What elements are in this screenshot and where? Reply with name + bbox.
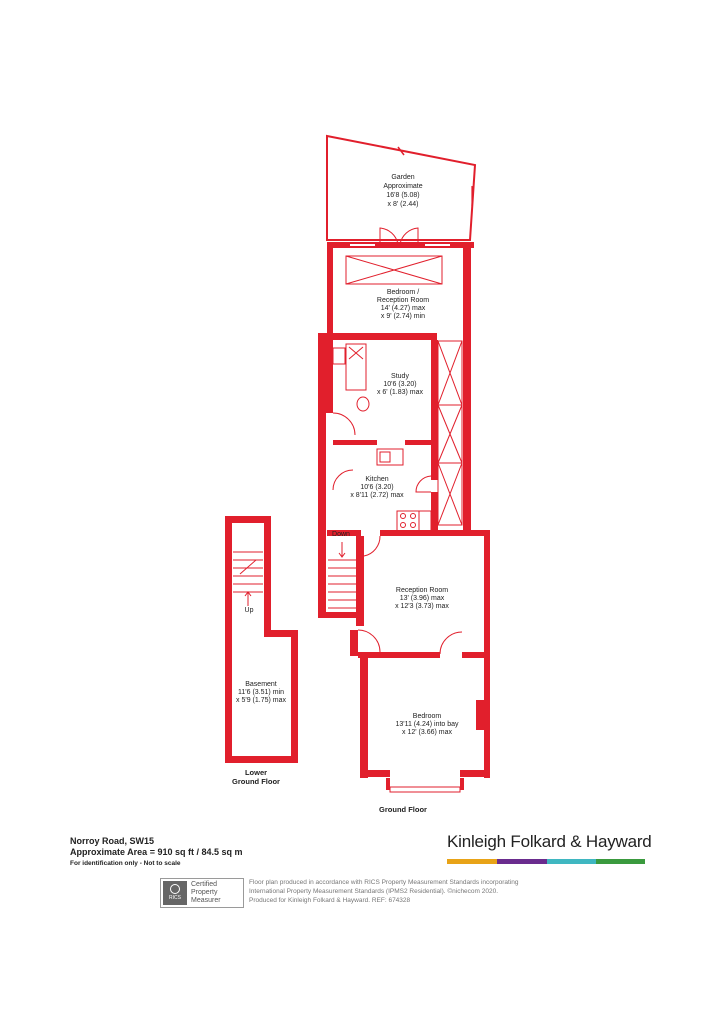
svg-text:Lower: Lower [244,768,268,777]
svg-text:11'6 (3.51) min: 11'6 (3.51) min [238,689,284,696]
svg-text:16'8 (5.08): 16'8 (5.08) [386,192,420,199]
svg-text:Basement: Basement [245,681,277,688]
stairs-up-label: Up [244,607,254,614]
identification-note: For identification only - Not to scale [70,860,181,867]
brand-stripe-2 [497,859,547,864]
stairs-down [328,542,356,608]
study-label [377,373,424,396]
basement-walls [225,516,298,763]
svg-text:x 9' (2.74) min: x 9' (2.74) min [380,313,426,320]
svg-text:x 6' (1.83) max: x 6' (1.83) max [376,389,424,396]
svg-text:14' (4.27) max: 14' (4.27) max [380,305,426,312]
stairs-down-label: Down [332,531,350,538]
svg-text:x 8' (2.44): x 8' (2.44) [387,201,419,208]
rics-badge [160,878,244,908]
french-doors [380,228,418,244]
property-summary [70,836,270,869]
svg-text:Study: Study [391,373,409,380]
bedroom-reception-label [377,289,429,320]
rics-badge-text: Certified Property Measurer [191,881,221,904]
approximate-area: Approximate Area = 910 sq ft / 84.5 sq m [70,847,243,857]
svg-text:Reception Room: Reception Room [376,297,430,304]
property-address: Norroy Road, SW15 [70,836,155,846]
lower-ground-floor-title [232,768,280,786]
brand-stripe-4 [596,859,645,864]
bay-window [390,787,460,792]
svg-text:13' (3.96) max: 13' (3.96) max [399,595,445,602]
bedroom-label [395,713,459,736]
garden-label [383,174,422,208]
svg-text:Reception Room: Reception Room [395,587,449,594]
svg-text:Bedroom /: Bedroom / [386,289,420,296]
svg-text:x 12'3 (3.73) max: x 12'3 (3.73) max [395,603,449,610]
disclaimer: Floor plan produced in accordance with RICS Property Measurement Standards incorporating International Property Measurement Standards (IPMS2 Residential). ©nichecom 2020. Produced for Kinleigh Folkard & Hayward. REF: 674328 [249,879,519,904]
reception-label [395,587,449,610]
basement-label [236,681,286,704]
ground-floor-walls [318,242,490,790]
svg-text:x 5'9 (1.75) max: x 5'9 (1.75) max [236,697,286,704]
rics-logo-icon: RICS [163,881,187,905]
svg-text:10'6 (3.20): 10'6 (3.20) [383,381,417,388]
svg-text:10'6 (3.20): 10'6 (3.20) [360,484,394,491]
svg-text:x 8'11 (2.72) max: x 8'11 (2.72) max [350,492,404,499]
svg-text:Bedroom: Bedroom [412,713,442,720]
kitchen-label [350,476,404,499]
stairs-up [233,552,263,606]
svg-text:Garden: Garden [391,174,415,181]
brand-stripe-1 [447,859,497,864]
svg-text:x 12' (3.66) max: x 12' (3.66) max [402,729,452,736]
svg-text:Kitchen: Kitchen [365,476,389,483]
agency-name: Kinleigh Folkard & Hayward [447,832,652,851]
ground-floor-title: Ground Floor [379,805,427,814]
brand-stripe-3 [547,859,596,864]
svg-text:Approximate: Approximate [383,183,423,190]
svg-text:Ground Floor: Ground Floor [232,777,280,786]
svg-text:13'11 (4.24) into bay: 13'11 (4.24) into bay [395,721,459,728]
